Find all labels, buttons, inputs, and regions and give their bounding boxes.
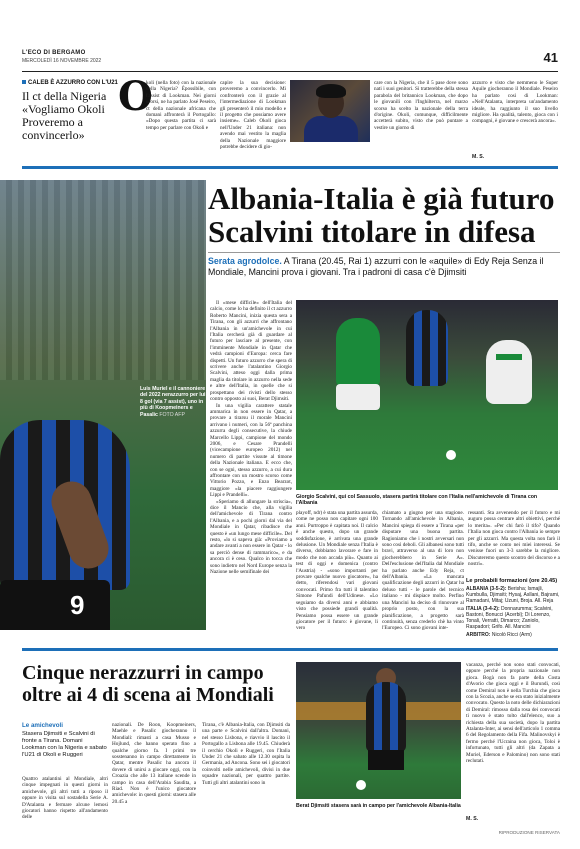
section-divider [22,166,558,169]
bottom-story-column-4: vacanza, perché non sono stati convocati, oppure perché la propria nazionale non gioca. Bogà non fa parte della Costa d'Avorio che gioca oggi e il Burundi, così come Demiral non è nella Turchia che gioca con la Scozia, anche se era stato inizialmente convocato. Questo la noto delle dichiarazioni di Demiral: rimosso dalla rosa dei convocati ti nuovo è stato tolto dall'elenco, suo a richiesta della sua società, dopo la partita Atalanta-Inter, ai sensi dell'articolo 1 comma 6 del Regolamento della Fifa. Malinovskyi è fermo perché l'Ucraina non gioca, Toloi è infortunato, tutti gli altri (da Zapata a Muriel, Ederson e Palomino) non sono stati reclutati. [466,662,560,765]
albania-label: ALBANIA (3-5-2): [466,586,507,592]
photo-credit: FOTO AFP [159,411,185,418]
bottom-headline: Cinque nerazzurri in campo oltre ai 4 di scena ai Mondiali [22,662,274,706]
bottom-story-signature: M. S. [466,816,479,822]
lineups-title: Le probabili formazioni (ore 20.45) [466,578,558,584]
main-story-column-3: chiamato a giugno per una stagione. Tornando all'amichevole in Albania, Mancini spiega di essere a Tirana «per disputare una buona partita. Ragioniamo che i nostri avversari non sono così deboli. Gli albanesi sono tutti bravi, attraverso al una di loro non giocherebbero in Serie A». Dell'esclusione dell'Italia dal Mondiale ha parlato anche Edy Reja, ct dell'Albania. «La mancata qualificazione degli azzurri in Qatar ha deluso tutti - le parole del tecnico italiano - mi dispiace molto. Perfino una Mancini ha deciso di rinnovare al proprio posto, con la sua pianificazione, a progetto sarà continuità, senza crederlo chè ha vinto l'Europeo. Ci sono giovani inte- [382,510,464,632]
italia-players: Donnarumma; Scalvini, Bastoni, Bonucci (Acerbi); Di Lorenzo, Tonali, Verratti, Dimarco; Zaniolo, Raspadori; Grifo. All. Mancini [466,606,553,630]
newspaper-name: L'ECO DI BERGAMO [22,50,86,56]
dropcap: O [118,73,153,120]
headline-rule [208,252,560,253]
albania-lineup [466,586,560,604]
main-headline: Albania-Italia è già futuro Scalvini titolare in difesa [208,181,555,249]
main-story-column-4: ressanti. Sta avvenendo per il futuro e mi auguro possa centrare altri obiettivi, perché lo merita». «Per chi farò il tifo? Quando l'Italia non gioca contro l'Albania io sempre per gli azzurri. Ma questa volta non farò il tifo, anche se conto nei miei interessi. Se venisse fuori un 3-3 sarebbe la migliore. Discuteremo questo scontro del discorso e a nostri». [468,510,560,568]
main-story-paragraph-3: «Speriamo di allungare la striscia», dice il Mancio che, alla vigilia dell'amichevole di Tirana contro l'Albania, e a pochi giorni dal via del Mondiale in Qatar, ribadisce che questo è «un lungo mese difficile». Del resto, «lo si sapeva già: «Proviamo a andare avanti a non essere in Qatar - lo sa perciò dense di rammarico», e da ancora ci è ceso. Qualco in tocca che sono indietro nel Nord Europe senza la Nazione nelle semifinale dei [210,498,292,576]
referee-label: ARBITRO: [466,632,491,638]
top-story-kicker-text: CALEB È AZZURRO CON L'U21 [28,80,118,86]
bottom-kicker: Le amichevoli [22,722,63,729]
page-number: 41 [543,50,558,65]
scalvini-match-photo [296,300,558,490]
bottom-subheadline: Stasera Djimsiti e Scalvini di fronte a Tirana. Domani Lookman con la Nigeria e sabato l'U21 di Okoli e Ruggeri [22,731,107,758]
main-story-paragraph-2: In una vigilia carattere statale ammarica in non essere in Qatar, a provare a tirarsu il morale Mancini arrivano i numeri, con la 56ª panchina azzurra degli consecutive, la chiude Marcello Lippi, campione del mondo 2006, e Cesare Prandelli (vicecampione europeo 2012) nel numero di partite vissute al timone della Nazionale italiana. E ecco che, con se ogni, stesso azzurro, a cui dura affrontare con un mostro scorso come Vittorio Pozzo, e Enzo Bearzot, maggiore «la piacere raggiungere Lippi e Prandelli». [210,402,292,499]
main-subheadline-text: A Tirana (20.45, Rai 1) azzurri con le «aquile» di Edy Reja Senza il Mondiale, Mancini prova i giovani. Tra i padroni di casa c'è Djimsiti [208,256,544,277]
main-subheadline-kicker: Serata agrodolce. [208,256,282,266]
top-story-headline: Il ct della Nigeria «Vogliamo Okoli Proveremo a convincerlo» [22,89,107,142]
issue-date: MERCOLEDÌ 16 NOVEMBRE 2022 [22,58,102,64]
top-story-column-1: koli (nella foto) con la nazionale della Nigeria? Èpossibile, con l'assist di Lookman. Nei giorni scorsi, ne ha parlato José Peseiro, ct della nazionale africana che domani affronterà il Portogallo: «Dopo questa partita ci sarà tempo per parlare con Okoli e [146,80,216,131]
top-story-column-4: azzurro e visto che nemmeno le Super Aquile giocheranno il Mondiale. Peseiro ha parlato così di Lookman: «Nell'Atalanta, interpreta un'andamento ideale, ha raggiunto il suo livello migliore. Ha qualità, talento, gioca con i compagni, è giovane e crescerà ancora». [472,80,558,125]
main-subheadline [208,256,560,278]
top-story-signature: M. S. [472,154,485,160]
bottom-story-column-2: nazionali. De Roon, Koopmeiners, Maehle e Pasalic giocheranno il Mondiali: rimasti a casa Musso e Hojlund, che hanno sperato fino a qualche giorno fa. I primi tre sosstenanno in campo direttamente in Qatar, mentre Pasalic ha ancora il dovere di unirsi a giocare oggi, con la Croazia che alle 13 italiane scende in campo in casa dell'Arabia Saudita, a Riad. Non è l'unico giocatore amichevole: in questi giorni: stasera alle 20.45 a [112,722,196,805]
section-divider-2 [22,648,558,651]
bottom-story-column-1: Quattro atalantini al Mondiale, altri cinque impegnati in questi giorni in amichevole, gli altri tutti a riposo il oppure in visita sul sostadella Serie A. D'Atalanta e fermare alcune lemosi giocatori hanno rispetto all'andamento delle [22,776,108,821]
top-story-column-3: care con la Nigeria, che il 5 pase dove sono nati i suoi genitori. Si tratterebbe della stessa parabola del britannico Lookman, che dopo le giovanili con l'Inghilterra, nel marzo scorso ha scelto la nazionale della terra d'origine. Okoli, comunque, difficilmente accetterà subito, visto che può puntare a vestire un giorno di [374,80,468,131]
main-story-column-1 [210,300,292,645]
main-story-paragraph-1: Il «mese difficile» dell'Italia del calcio, come lo ha definito il ct azzurro Roberto Mancini, inizia questa sera a Tirana, con gli azzurri che affrontano l'Albania in un'amichevole in cui l'Italia cercherà già di guardare al futuro per lasciare al presente, con l'imminente Mondiale in Qatar che vedrà campioni d'Europa: cerca fare dispetti. Un futuro azzurro che spera di scrivere anche l'atalantino Giorgio Scalvini, atteso oggi dalla prima maglia da titolare in azzurro nella sede e altre dell'Italia, in quelle che si prospettano dei rivisti dello stesso contro opposto ai suoi, Berat Djimsiti. [210,300,292,403]
bottom-story-column-3: Tirana, c'è Albania-Italia, con Djimsiti da una parte e Scalvini dall'altra. Domani, nel stesso Lisbona, e riavvio il lascito il Portogallo a Lisbona alle 19.45. Chiuderà il cerchio Okoli e Ruggeri, con l'Italia Under 21 che sabato alle 12.30 ospita la Germania, ad Ancona. Sono sei i giocatori coinvolti nelle amichevoli, divisi in due squadre nazionali, per quattro partite. Tutti gli altri atalantini sono in [202,722,290,786]
muriel-caption-text: Luis Muriel e il cannoniere del 2022 nerazzurro per lui 8 gol (via 7 assist), uno in più di Koopmeiners e Pasalic [140,386,206,418]
muriel-photo: 9 Luis Muriel e il cannoniere del 2022 nerazzurro per lui 8 gol (via 7 assist), uno in più di Koopmeiners e Pasalic FOTO AFP [0,180,206,630]
italia-lineup [466,606,560,630]
masthead [22,50,558,72]
lineups-box [466,578,560,640]
referee [466,632,560,638]
footer-note: RIPRODUZIONE RISERVATA [498,830,560,835]
djimsiti-photo [296,662,461,799]
okoli-thumbnail-photo [290,80,370,142]
scalvini-photo-caption: Giorgio Scalvini, qui col Sassuolo, stasera partirà titolare con l'Italia nell'amichevole di Tirana con l'Albania [296,494,538,507]
albania-players: Berisha; Ismajli, Kumbulla, Djimsiti; Hysaj, Asllani, Bajrami, Ramadani, Mitaj; Uzuni, Broja. All. Reja [466,586,560,604]
top-story-kicker [22,80,118,86]
djimsiti-photo-caption: Berat Djimsiti stasera sarà in campo per l'amichevole Albania-Italia [296,803,461,809]
main-story-column-2: playoff, ndr) è stata una partita assurda, come ne posso non capitare ogni 100 anni. Purtroppo è capitata noi. Il calcio è anche questo, dopo un grande soddisfazione, è arrivata una grande delusione. Un Mondiale senza l'Italia è diverso, dobbiamo lavorare e fare in modo che non accada più». Quanto ai test di oggi e domenica (contro l'Austria) - «sono importanti per provare qualche nuovo giocatore», ha detto, riferendosi vari giovani convocati. Primo fra tutti il talentino Simone Pafundi dell'Udinese. «Lo seguiamo da diversi anni e abbiamo visto che possiede grandi qualità. Pensiamo possa essere un grande giocatore per il futuro: è giovane, li vero [296,510,378,632]
muriel-photo-caption [140,386,206,418]
referee-name: Nicolò Ricci (Arm) [491,632,532,638]
square-bullet-icon [22,80,26,84]
italia-label: ITALIA (3-4-2): [466,606,500,612]
top-story-column-2: capire la sua decisione: proveremo a convincerlo. Mi confronterò con il grazie al l'intermediazione di Lookman gli presenterò il mio modello e il progetto che possiamo avere insieme». Caleb Okoli gioca nell'Under 21 italiana: non avendo mai vestito la maglia della Nazionale maggiore potrebbe decidere di gio- [220,80,286,151]
